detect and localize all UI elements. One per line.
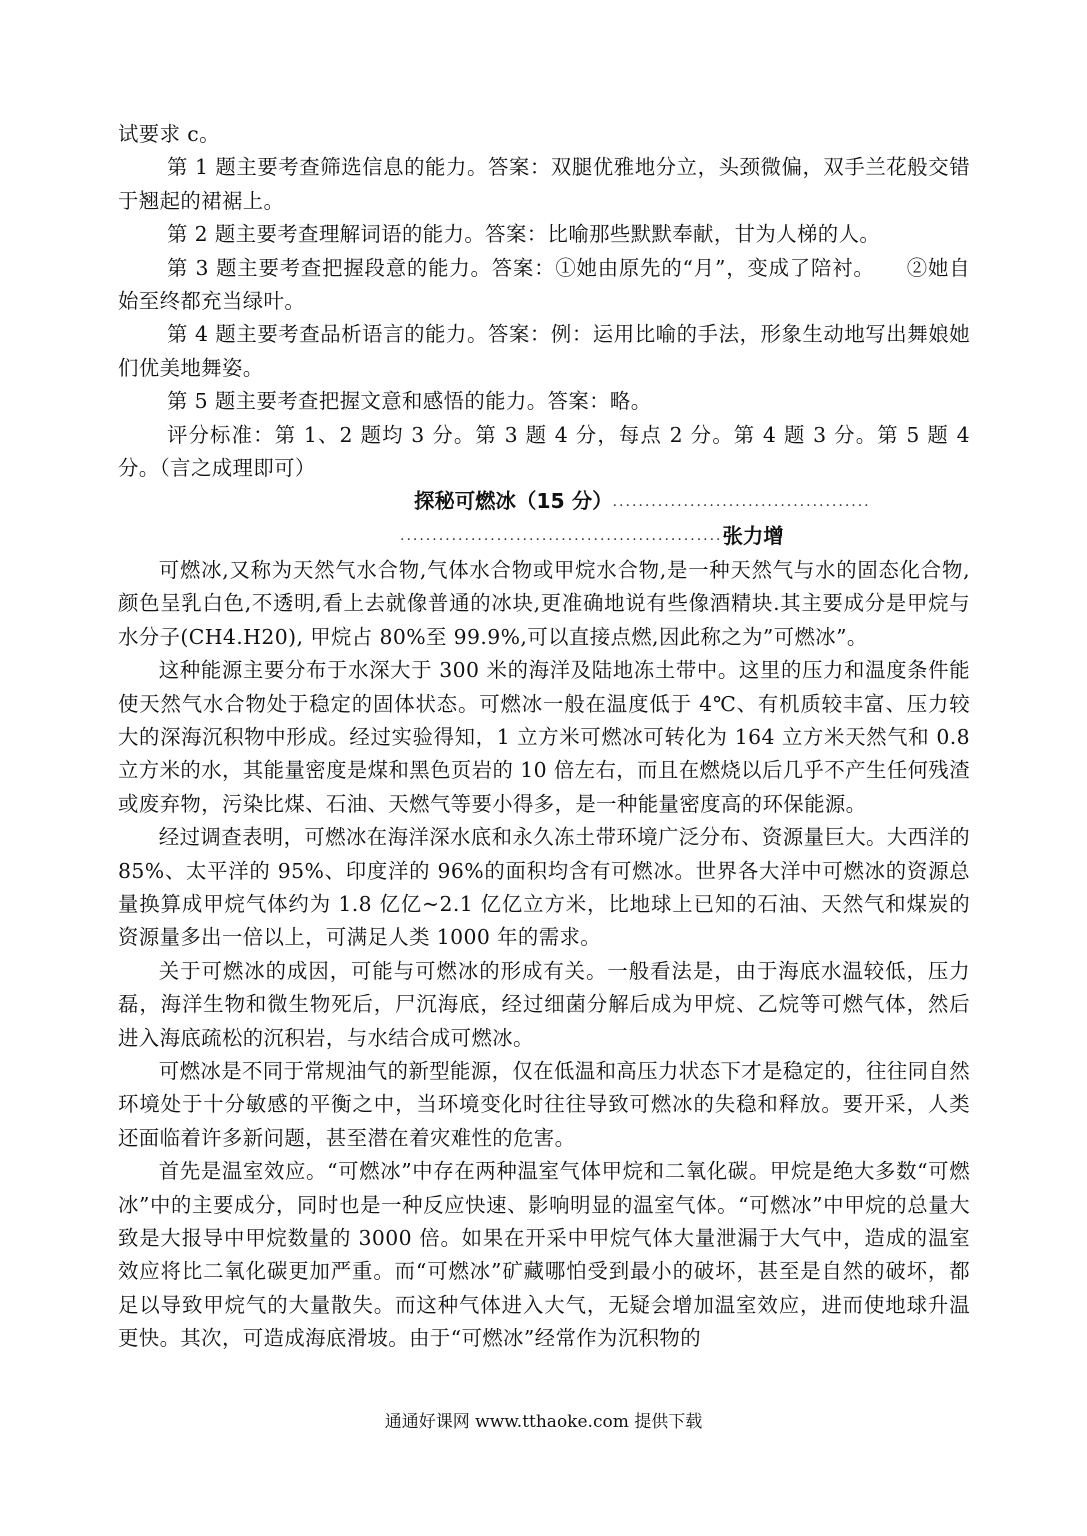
- article-paragraph-1: 可燃冰,又称为天然气水合物,气体水合物或甲烷水合物,是一种天然气与水的固态化合物,颜色呈乳白色,不透明,看上去就像普通的冰块,更准确地说有些像酒精块.其主要成分是甲烷与水分子(CH4.H20), 甲烷占 80%至 99.9%,可以直接点燃,因此称之为”可燃冰”。: [118, 557, 970, 649]
- scoring-standard: 评分标准：第 1、2 题均 3 分。第 3 题 4 分，每点 2 分。第 4 题 3 分。第 5 题 4 分。（言之成理即可）: [118, 422, 970, 481]
- article-paragraph-2: 这种能源主要分布于水深大于 300 米的海洋及陆地冻土带中。这里的压力和温度条件能使天然气水合物处于稳定的固体状态。可燃冰一般在温度低于 4℃、有机质较丰富、压力较大的深海沉积物中形成。经过实验得知，1 立方米可燃冰可转化为 164 立方米天然气和 0.8 立方米的水，其能量密度是煤和黑色页岩的 10 倍左右，而且在燃烧以后几乎不产生任何残渣或废弃物，污染比煤、石油、天燃气等要小得多，是一种能量密度高的环保能源。: [118, 658, 970, 816]
- answer-line-intro: 试要求 c。: [118, 122, 220, 146]
- answer-q2: 第 2 题主要考查理解词语的能力。答案：比喻那些默默奉献，甘为人梯的人。: [166, 222, 881, 247]
- author-dot-leader: ..................................................: [400, 528, 723, 545]
- answer-q3: 第 3 题主要考查把握段意的能力。答案：①她由原先的“月”，变成了陪衬。 ②她自始至终都充当绿叶。: [118, 255, 970, 314]
- article-paragraph-4: 关于可燃冰的成因，可能与可燃冰的形成有关。一般看法是，由于海底水温较低，压力磊，海洋生物和微生物死后，尸沉海底，经过细菌分解后成为甲烷、乙烷等可燃气体，然后进入海底疏松的沉积岩，与水结合成可燃冰。: [118, 958, 970, 1050]
- answer-q4: 第 4 题主要考查品析语言的能力。答案：例：运用比喻的手法，形象生动地写出舞娘她们优美地舞姿。: [118, 322, 970, 380]
- article-paragraph-3: 经过调查表明，可燃冰在海洋深水底和永久冻土带环境广泛分布、资源量巨大。大西洋的 85%、太平洋的 95%、印度洋的 96%的面积均含有可燃冰。世界各大洋中可燃冰的资源总量换算成甲烷气体约为 1.8 亿亿~2.1 亿亿立方米，比地球上已知的石油、天然气和煤炭的资源量多出一倍以上，可满足人类 1000 年的需求。: [118, 825, 970, 950]
- page-footer: 通通好课网 www.tthaoke.com 提供下载: [384, 1412, 703, 1432]
- title-dot-leader: ........................................: [612, 494, 871, 511]
- article-author: 张力增: [722, 523, 784, 548]
- document-page: [118, 118, 970, 1356]
- article-title: 探秘可燃冰（15 分）: [414, 489, 613, 514]
- article-paragraph-5: 可燃冰是不同于常规油气的新型能源，仅在低温和高压力状态下才是稳定的，往往同自然环境处于十分敏感的平衡之中，当环境变化时往往导致可燃冰的失稳和释放。要开采，人类还面临着许多新问题，甚至潜在着灾难性的危害。: [118, 1058, 970, 1150]
- article-author-line: [118, 520, 970, 554]
- article-paragraph-6: 首先是温室效应。“可燃冰”中存在两种温室气体甲烷和二氧化碳。甲烷是绝大多数“可燃冰”中的主要成分，同时也是一种反应快速、影响明显的温室气体。“可燃冰”中甲烷的总量大致是大报导中甲烷数量的 3000 倍。如果在开采中甲烷气体大量泄漏于大气中，造成的温室效应将比二氧化碳更加严重。而“可燃冰”矿藏哪怕受到最小的破坏，甚至是自然的破坏，都足以导致甲烷气的大量散失。而这种气体进入大气，无疑会增加温室效应，进而使地球升温更快。其次，可造成海底滑坡。由于“可燃冰”经常作为沉积物的: [118, 1159, 970, 1351]
- answer-q5: 第 5 题主要考查把握文意和感悟的能力。答案：略。: [166, 389, 652, 414]
- article-title-line: [118, 485, 970, 519]
- answer-q1: 第 1 题主要考查筛选信息的能力。答案：双腿优雅地分立，头颈微偏，双手兰花般交错于翘起的裙裾上。: [118, 155, 970, 213]
